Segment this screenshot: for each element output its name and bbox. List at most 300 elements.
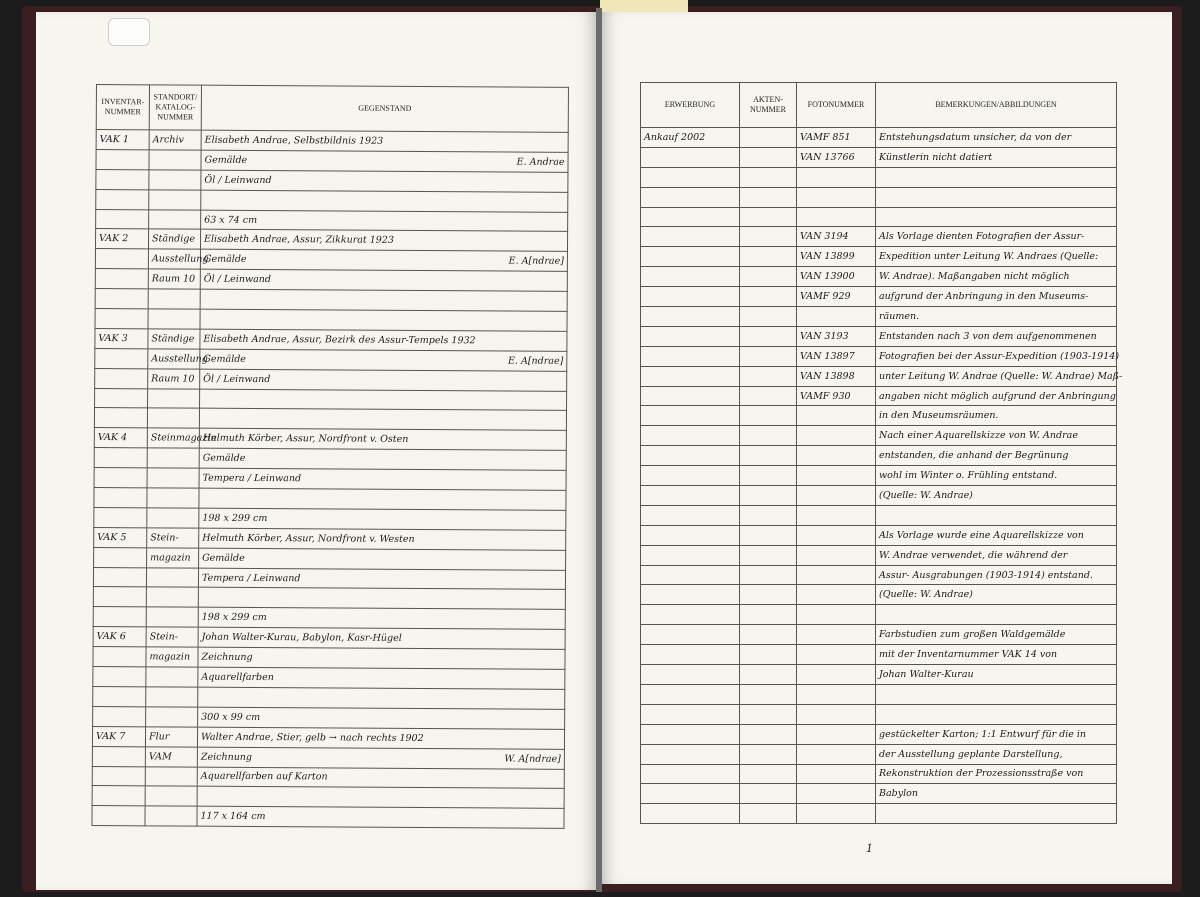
standort-cell — [148, 388, 200, 408]
erwerbung-cell — [641, 287, 740, 307]
table-row — [641, 287, 1117, 307]
fotonummer-cell — [797, 804, 876, 824]
inventarnummer-cell — [95, 348, 148, 368]
table-row — [641, 326, 1117, 346]
aktennummer-cell — [740, 167, 797, 187]
inventarnummer-cell — [94, 488, 147, 508]
header-erwerbung: ERWERBUNG — [641, 83, 740, 128]
fotonummer-cell — [797, 167, 876, 187]
gegenstand-cell — [198, 588, 565, 610]
gegenstand-cell — [198, 568, 565, 590]
erwerbung-cell — [641, 386, 740, 406]
standort-cell — [146, 687, 198, 707]
bemerkungen-cell: Farbstudien zum großen Waldgemälde — [876, 625, 1117, 645]
aktennummer-cell — [740, 744, 797, 764]
table-row — [641, 346, 1117, 366]
table-row — [641, 605, 1117, 625]
bemerkungen-cell — [876, 804, 1117, 824]
gegenstand-cell — [198, 687, 565, 709]
gegenstand-text: Gemälde — [203, 353, 246, 365]
inventarnummer-cell — [93, 607, 146, 627]
table-row — [641, 307, 1117, 327]
fotonummer-cell — [797, 665, 876, 685]
table-row — [641, 187, 1117, 207]
gegenstand-cell — [197, 767, 564, 789]
table-row — [641, 804, 1117, 824]
bemerkungen-cell: räumen. — [876, 307, 1117, 327]
bemerkungen-cell: Entstanden nach 3 von dem aufgenommenen — [876, 326, 1117, 346]
table-row — [641, 784, 1117, 804]
gegenstand-text: Johan Walter-Kurau, Babylon, Kasr-Hügel — [201, 631, 402, 645]
gegenstand-text: Öl / Leinwand — [203, 373, 271, 385]
table-row — [641, 565, 1117, 585]
erwerbung-cell — [641, 227, 740, 247]
aktennummer-cell — [740, 665, 797, 685]
standort-cell — [147, 488, 199, 508]
gegenstand-cell — [199, 488, 566, 510]
bemerkungen-cell — [876, 704, 1117, 724]
fotonummer-cell — [797, 426, 876, 446]
aktennummer-cell — [740, 147, 797, 167]
bemerkungen-cell: entstanden, die anhand der Begrünung — [876, 446, 1117, 466]
table-row — [641, 704, 1117, 724]
gegenstand-cell — [200, 269, 567, 291]
standort-cell: magazin — [146, 647, 198, 667]
gegenstand-text: Walter Andrae, Stier, gelb → nach rechts 1902 — [200, 731, 424, 744]
standort-cell: Steinmagazin — [147, 428, 199, 448]
table-row — [641, 227, 1117, 247]
bemerkungen-cell: gestückelter Karton; 1:1 Entwurf für die in — [876, 724, 1117, 744]
inventarnummer-cell — [95, 249, 148, 269]
left-ledger-table — [91, 84, 569, 829]
gegenstand-text: 198 x 299 cm — [201, 611, 267, 624]
gegenstand-cell — [200, 249, 567, 271]
aktennummer-cell — [740, 585, 797, 605]
erwerbung-cell — [641, 167, 740, 187]
aktennummer-cell — [740, 605, 797, 625]
gegenstand-text: Öl / Leinwand — [203, 273, 271, 286]
erwerbung-cell — [641, 585, 740, 605]
standort-cell: Raum 10 — [148, 369, 200, 389]
fotonummer-cell — [797, 307, 876, 327]
erwerbung-cell — [641, 545, 740, 565]
header-standort: STANDORT/ KATALOG-NUMMER — [149, 85, 201, 130]
gegenstand-cell — [198, 627, 565, 649]
gegenstand-cell — [200, 309, 567, 331]
table-row — [641, 505, 1117, 525]
inventarnummer-cell — [94, 547, 147, 567]
aktennummer-cell — [740, 307, 797, 327]
table-row — [641, 684, 1117, 704]
bemerkungen-cell: unter Leitung W. Andrae (Quelle: W. Andrae) Maß- — [876, 366, 1117, 386]
left-header-row — [96, 85, 568, 133]
gegenstand-cell — [200, 230, 567, 252]
bemerkungen-cell: W. Andrae). Maßangaben nicht möglich — [876, 267, 1117, 287]
aktennummer-cell — [740, 505, 797, 525]
aktennummer-cell — [740, 704, 797, 724]
standort-cell — [146, 567, 198, 587]
erwerbung-cell — [641, 187, 740, 207]
inventarnummer-cell — [93, 667, 146, 687]
bemerkungen-cell: Nach einer Aquarellskizze von W. Andrae — [876, 426, 1117, 446]
standort-cell — [145, 806, 197, 826]
standort-cell: Flur — [145, 727, 197, 747]
gegenstand-cell — [197, 747, 564, 769]
table-row — [641, 466, 1117, 486]
gegenstand-text: Gemälde — [203, 253, 247, 266]
gegenstand-text: Zeichnung — [201, 651, 253, 664]
aktennummer-cell — [740, 784, 797, 804]
table-row — [641, 426, 1117, 446]
aktennummer-cell — [740, 525, 797, 545]
gegenstand-cell — [200, 369, 567, 391]
erwerbung-cell — [641, 466, 740, 486]
gegenstand-cell — [199, 468, 566, 490]
aktennummer-cell — [740, 684, 797, 704]
inventarnummer-cell — [93, 587, 146, 607]
aktennummer-cell — [740, 247, 797, 267]
inventarnummer-cell — [94, 468, 147, 488]
aktennummer-cell — [740, 764, 797, 784]
gegenstand-text: Helmuth Körber, Assur, Nordfront v. Westen — [202, 532, 415, 545]
gegenstand-cell — [199, 428, 566, 450]
signature-text: W. A[ndrae] — [504, 753, 561, 765]
fotonummer-cell: VAN 13766 — [797, 147, 876, 167]
table-row — [641, 267, 1117, 287]
inventarnummer-cell — [93, 567, 146, 587]
standort-cell — [146, 667, 198, 687]
table-row — [641, 744, 1117, 764]
bemerkungen-cell: wohl im Winter o. Frühling entstand. — [876, 466, 1117, 486]
standort-cell — [147, 448, 199, 468]
gegenstand-cell — [198, 608, 565, 630]
bemerkungen-cell: Fotografien bei der Assur-Expedition (1903-1914) — [876, 346, 1117, 366]
table-row — [641, 645, 1117, 665]
standort-cell: Ständige — [148, 329, 200, 349]
right-ledger-table — [640, 82, 1123, 824]
bemerkungen-cell — [876, 187, 1117, 207]
gegenstand-cell — [201, 170, 568, 192]
gegenstand-text: Elisabeth Andrae, Assur, Zikkurat 1923 — [204, 234, 394, 247]
inventarnummer-cell — [93, 647, 146, 667]
aktennummer-cell — [740, 227, 797, 247]
fotonummer-cell — [797, 625, 876, 645]
inventarnummer-cell — [92, 806, 145, 826]
table-row — [641, 764, 1117, 784]
table-row — [641, 545, 1117, 565]
gegenstand-text: Aquarellfarben — [201, 671, 274, 684]
standort-cell: Ausstellung — [148, 249, 200, 269]
fotonummer-cell — [797, 446, 876, 466]
aktennummer-cell — [740, 545, 797, 565]
standort-cell: magazin — [147, 548, 199, 568]
bemerkungen-cell: aufgrund der Anbringung in den Museums- — [876, 287, 1117, 307]
gegenstand-cell — [197, 787, 564, 809]
standort-cell — [149, 189, 201, 209]
bemerkungen-cell: Als Vorlage wurde eine Aquarellskizze von — [876, 525, 1117, 545]
fotonummer-cell — [797, 505, 876, 525]
gegenstand-text: 117 x 164 cm — [200, 810, 266, 823]
aktennummer-cell — [740, 406, 797, 426]
erwerbung-cell — [641, 525, 740, 545]
standort-cell — [149, 209, 201, 229]
standort-cell — [146, 707, 198, 727]
bemerkungen-cell: (Quelle: W. Andrae) — [876, 585, 1117, 605]
inventarnummer-cell — [96, 149, 149, 169]
table-row — [641, 525, 1117, 545]
fotonummer-cell — [797, 585, 876, 605]
fotonummer-cell — [797, 704, 876, 724]
erwerbung-cell — [641, 744, 740, 764]
bemerkungen-cell: der Ausstellung geplante Darstellung, — [876, 744, 1117, 764]
bemerkungen-cell: Assur- Ausgrabungen (1903-1914) entstand. — [876, 565, 1117, 585]
bemerkungen-cell — [876, 684, 1117, 704]
fotonummer-cell — [797, 565, 876, 585]
aktennummer-cell — [740, 287, 797, 307]
bemerkungen-cell: angaben nicht möglich aufgrund der Anbringung — [876, 386, 1117, 406]
inventarnummer-cell — [92, 746, 145, 766]
gegenstand-cell — [201, 130, 568, 152]
gegenstand-cell — [199, 548, 566, 570]
fotonummer-cell — [797, 486, 876, 506]
fotonummer-cell: VAMF 930 — [797, 386, 876, 406]
gegenstand-cell — [201, 190, 568, 212]
bemerkungen-cell: Expedition unter Leitung W. Andraes (Quelle: — [876, 247, 1117, 267]
erwerbung-cell — [641, 605, 740, 625]
inventarnummer-cell — [95, 368, 148, 388]
gegenstand-cell — [198, 707, 565, 729]
inventarnummer-cell: VAK 6 — [93, 627, 146, 647]
standort-cell — [149, 150, 201, 170]
gegenstand-cell — [200, 349, 567, 371]
erwerbung-cell — [641, 426, 740, 446]
page-tab — [108, 18, 150, 46]
gegenstand-cell — [198, 647, 565, 669]
fotonummer-cell — [797, 724, 876, 744]
bemerkungen-cell — [876, 207, 1117, 227]
bemerkungen-cell: mit der Inventarnummer VAK 14 von — [876, 645, 1117, 665]
aktennummer-cell — [740, 366, 797, 386]
aktennummer-cell — [740, 446, 797, 466]
inventarnummer-cell — [95, 289, 148, 309]
right-header-row — [641, 83, 1117, 128]
inventarnummer-cell — [94, 448, 147, 468]
fotonummer-cell — [797, 525, 876, 545]
gegenstand-cell — [201, 210, 568, 232]
inventarnummer-cell — [94, 408, 147, 428]
fotonummer-cell: VAN 13897 — [797, 346, 876, 366]
gegenstand-text: Öl / Leinwand — [204, 174, 272, 186]
table-row — [641, 724, 1117, 744]
gegenstand-cell — [200, 389, 567, 411]
inventarnummer-cell — [96, 189, 149, 209]
gegenstand-text: Elisabeth Andrae, Assur, Bezirk des Assur-Tempels 1932 — [203, 333, 476, 347]
fotonummer-cell — [797, 545, 876, 565]
fotonummer-cell — [797, 466, 876, 486]
standort-cell: Ausstellung — [148, 349, 200, 369]
standort-cell: Stein- — [147, 528, 199, 548]
erwerbung-cell — [641, 346, 740, 366]
aktennummer-cell — [740, 645, 797, 665]
inventarnummer-cell: VAK 3 — [95, 328, 148, 348]
standort-cell — [145, 786, 197, 806]
erwerbung-cell — [641, 764, 740, 784]
inventarnummer-cell: VAK 4 — [94, 428, 147, 448]
fotonummer-cell: VAMF 851 — [797, 128, 876, 148]
inventarnummer-cell — [92, 786, 145, 806]
inventarnummer-cell: VAK 7 — [92, 726, 145, 746]
inventarnummer-cell — [96, 209, 149, 229]
standort-cell — [147, 408, 199, 428]
erwerbung-cell — [641, 684, 740, 704]
table-row — [641, 625, 1117, 645]
gegenstand-cell — [201, 150, 568, 172]
erwerbung-cell — [641, 207, 740, 227]
gegenstand-cell — [199, 448, 566, 470]
standort-cell — [147, 508, 199, 528]
header-inventarnummer: INVENTAR-NUMMER — [96, 85, 149, 130]
gegenstand-text: Gemälde — [202, 552, 245, 564]
standort-cell — [149, 170, 201, 190]
fotonummer-cell — [797, 764, 876, 784]
gegenstand-text: Elisabeth Andrae, Selbstbildnis 1923 — [204, 134, 384, 147]
aktennummer-cell — [740, 466, 797, 486]
gegenstand-cell — [200, 329, 567, 351]
bemerkungen-cell — [876, 167, 1117, 187]
aktennummer-cell — [740, 804, 797, 824]
gegenstand-cell — [198, 667, 565, 689]
bemerkungen-cell: W. Andrae verwendet, die während der — [876, 545, 1117, 565]
fotonummer-cell: VAMF 929 — [797, 287, 876, 307]
standort-cell: VAM — [145, 746, 197, 766]
erwerbung-cell — [641, 505, 740, 525]
gegenstand-text: Aquarellfarben auf Karton — [200, 771, 328, 783]
table-row — [641, 247, 1117, 267]
table-row — [641, 147, 1117, 167]
erwerbung-cell — [641, 784, 740, 804]
erwerbung-cell — [641, 565, 740, 585]
bemerkungen-cell — [876, 505, 1117, 525]
gegenstand-cell — [200, 289, 567, 311]
aktennummer-cell — [740, 207, 797, 227]
gegenstand-cell — [199, 409, 566, 431]
signature-text: E. Andrae — [516, 156, 565, 168]
table-row — [641, 167, 1117, 187]
gegenstand-text: Tempera / Leinwand — [202, 472, 302, 485]
fotonummer-cell: VAN 13898 — [797, 366, 876, 386]
aktennummer-cell — [740, 565, 797, 585]
fotonummer-cell — [797, 744, 876, 764]
table-row — [92, 806, 564, 829]
gegenstand-text: Helmuth Körber, Assur, Nordfront v. Osten — [202, 432, 409, 446]
erwerbung-cell — [641, 326, 740, 346]
table-row — [641, 207, 1117, 227]
inventarnummer-cell: VAK 2 — [95, 229, 148, 249]
signature-text: E. A[ndrae] — [508, 255, 564, 268]
header-bemerkungen: BEMERKUNGEN/ABBILDUNGEN — [876, 83, 1117, 128]
erwerbung-cell — [641, 486, 740, 506]
gegenstand-cell — [197, 806, 564, 828]
fotonummer-cell — [797, 207, 876, 227]
erwerbung-cell — [641, 804, 740, 824]
bemerkungen-cell — [876, 605, 1117, 625]
gegenstand-text: Tempera / Leinwand — [201, 572, 301, 584]
erwerbung-cell — [641, 724, 740, 744]
aktennummer-cell — [740, 426, 797, 446]
inventarnummer-cell — [93, 686, 146, 706]
standort-cell — [145, 766, 197, 786]
erwerbung-cell — [641, 147, 740, 167]
inventarnummer-cell — [96, 169, 149, 189]
table-row — [641, 386, 1117, 406]
table-row — [641, 665, 1117, 685]
aktennummer-cell — [740, 187, 797, 207]
aktennummer-cell — [740, 326, 797, 346]
inventarnummer-cell: VAK 1 — [96, 130, 149, 150]
erwerbung-cell — [641, 665, 740, 685]
bemerkungen-cell: Rekonstruktion der Prozessionsstraße von — [876, 764, 1117, 784]
erwerbung-cell — [641, 247, 740, 267]
gegenstand-text: Gemälde — [204, 154, 248, 166]
bemerkungen-cell: in den Museumsräumen. — [876, 406, 1117, 426]
aktennummer-cell — [740, 128, 797, 148]
standort-cell: Ständige — [148, 229, 200, 249]
table-row — [641, 128, 1117, 148]
gegenstand-text: Zeichnung — [200, 751, 253, 763]
table-row — [641, 585, 1117, 605]
fotonummer-cell — [797, 784, 876, 804]
table-row — [641, 446, 1117, 466]
erwerbung-cell — [641, 704, 740, 724]
aktennummer-cell — [740, 486, 797, 506]
bemerkungen-cell: Künstlerin nicht datiert — [876, 147, 1117, 167]
aktennummer-cell — [740, 267, 797, 287]
fotonummer-cell: VAN 13900 — [797, 267, 876, 287]
header-aktennummer: AKTEN-NUMMER — [740, 83, 797, 128]
erwerbung-cell — [641, 645, 740, 665]
gegenstand-cell — [199, 508, 566, 530]
erwerbung-cell: Ankauf 2002 — [641, 128, 740, 148]
inventarnummer-cell — [95, 309, 148, 329]
aktennummer-cell — [740, 386, 797, 406]
gegenstand-cell — [197, 727, 564, 749]
standort-cell: Stein- — [146, 627, 198, 647]
erwerbung-cell — [641, 625, 740, 645]
standort-cell: Archiv — [149, 130, 201, 150]
standort-cell — [148, 289, 200, 309]
bemerkungen-cell: Babylon — [876, 784, 1117, 804]
fotonummer-cell — [797, 645, 876, 665]
bemerkungen-cell: (Quelle: W. Andrae) — [876, 486, 1117, 506]
table-row — [641, 366, 1117, 386]
fotonummer-cell — [797, 187, 876, 207]
gegenstand-text: Gemälde — [202, 452, 246, 465]
bemerkungen-cell: Entstehungsdatum unsicher, da von der — [876, 128, 1117, 148]
standort-cell — [146, 587, 198, 607]
table-row — [641, 486, 1117, 506]
gegenstand-text: 300 x 99 cm — [201, 711, 261, 723]
erwerbung-cell — [641, 307, 740, 327]
gegenstand-text: 63 x 74 cm — [204, 214, 258, 226]
erwerbung-cell — [641, 446, 740, 466]
standort-cell — [148, 309, 200, 329]
fotonummer-cell — [797, 684, 876, 704]
aktennummer-cell — [740, 625, 797, 645]
inventarnummer-cell — [93, 706, 146, 726]
erwerbung-cell — [641, 406, 740, 426]
erwerbung-cell — [641, 267, 740, 287]
inventarnummer-cell — [95, 388, 148, 408]
